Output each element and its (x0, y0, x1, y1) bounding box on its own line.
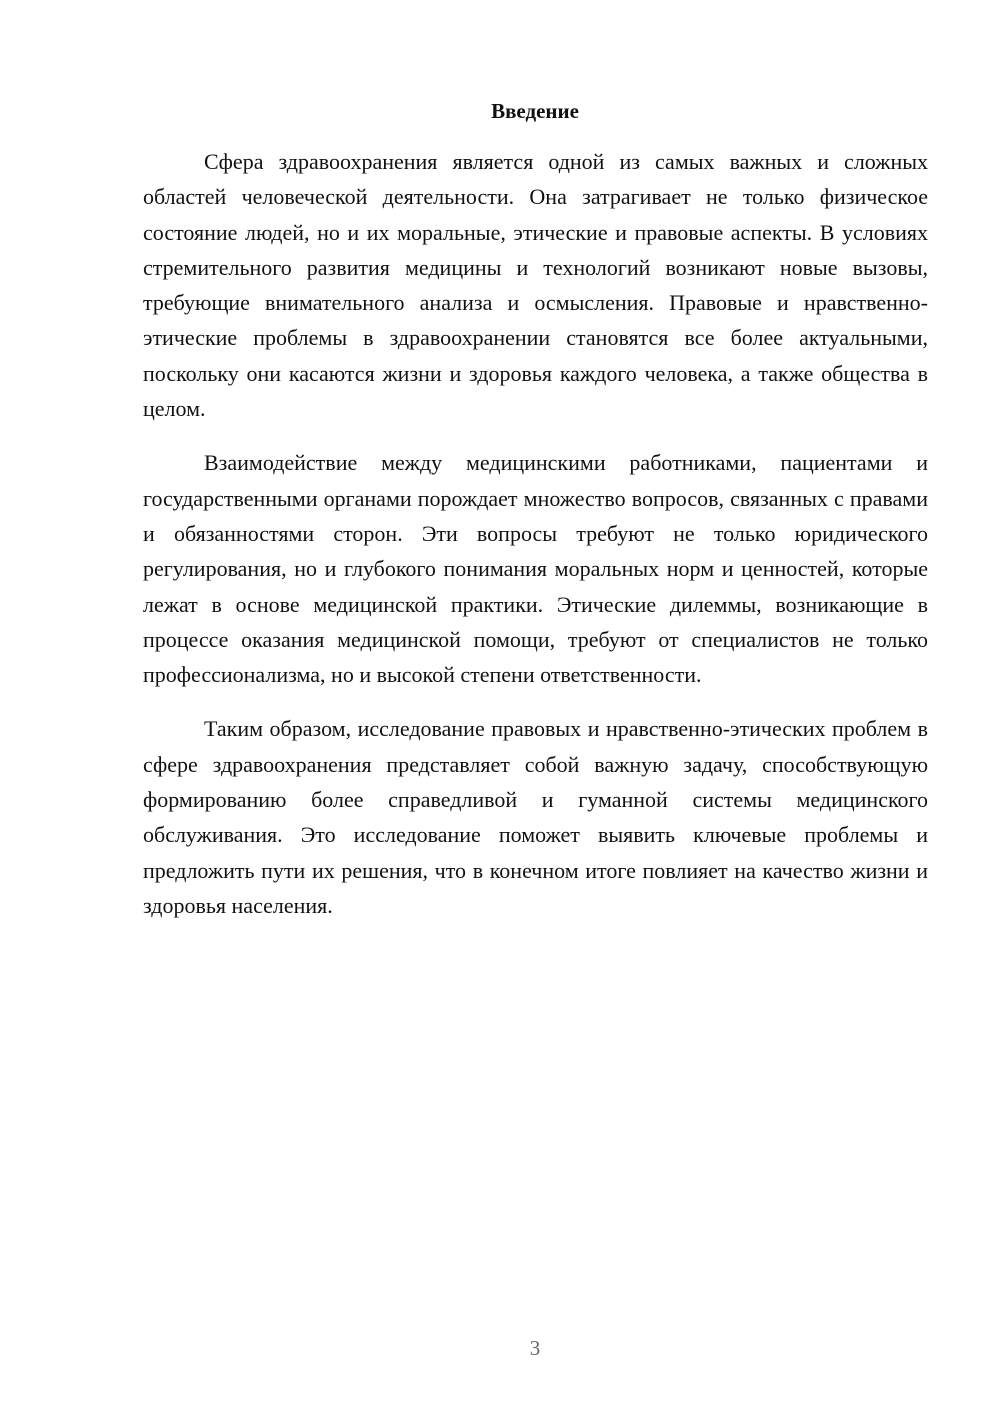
page-number: 3 (529, 1336, 541, 1360)
paragraph-1: Сфера здравоохранения является одной из самых важных и сложных областей человеческой деятельности. Она затрагивает не только физическое состояние людей, но и их моральные, этические и правовые аспекты. В условиях стремительного развития медицины и технологий возникают новые вызовы, требующие внимательного анализа и осмысления. Правовые и нравственно-этические проблемы в здравоохранении становятся все более актуальными, поскольку они касаются жизни и здоровья каждого человека, а также общества в целом. (143, 149, 928, 422)
section-heading: Введение (491, 99, 579, 123)
paragraph-2: Взаимодействие между медицинскими работниками, пациентами и государственными органами порождает множество вопросов, связанных с правами и обязанностями сторон. Эти вопросы требуют не только юридического регулирования, но и глубокого понимания моральных норм и ценностей, которые лежат в основе медицинской практики. Этические дилеммы, возникающие в процессе оказания медицинской помощи, требуют от специалистов не только профессионализма, но и высокой степени ответственности. (143, 450, 928, 688)
paragraph-3: Таким образом, исследование правовых и нравственно-этических проблем в сфере здравоохранения представляет собой важную задачу, способствующую формированию более справедливой и гуманной системы медицинского обслуживания. Это исследование поможет выявить ключевые проблемы и предложить пути их решения, что в конечном итоге повлияет на качество жизни и здоровья населения. (143, 716, 928, 918)
body-text (143, 144, 928, 923)
